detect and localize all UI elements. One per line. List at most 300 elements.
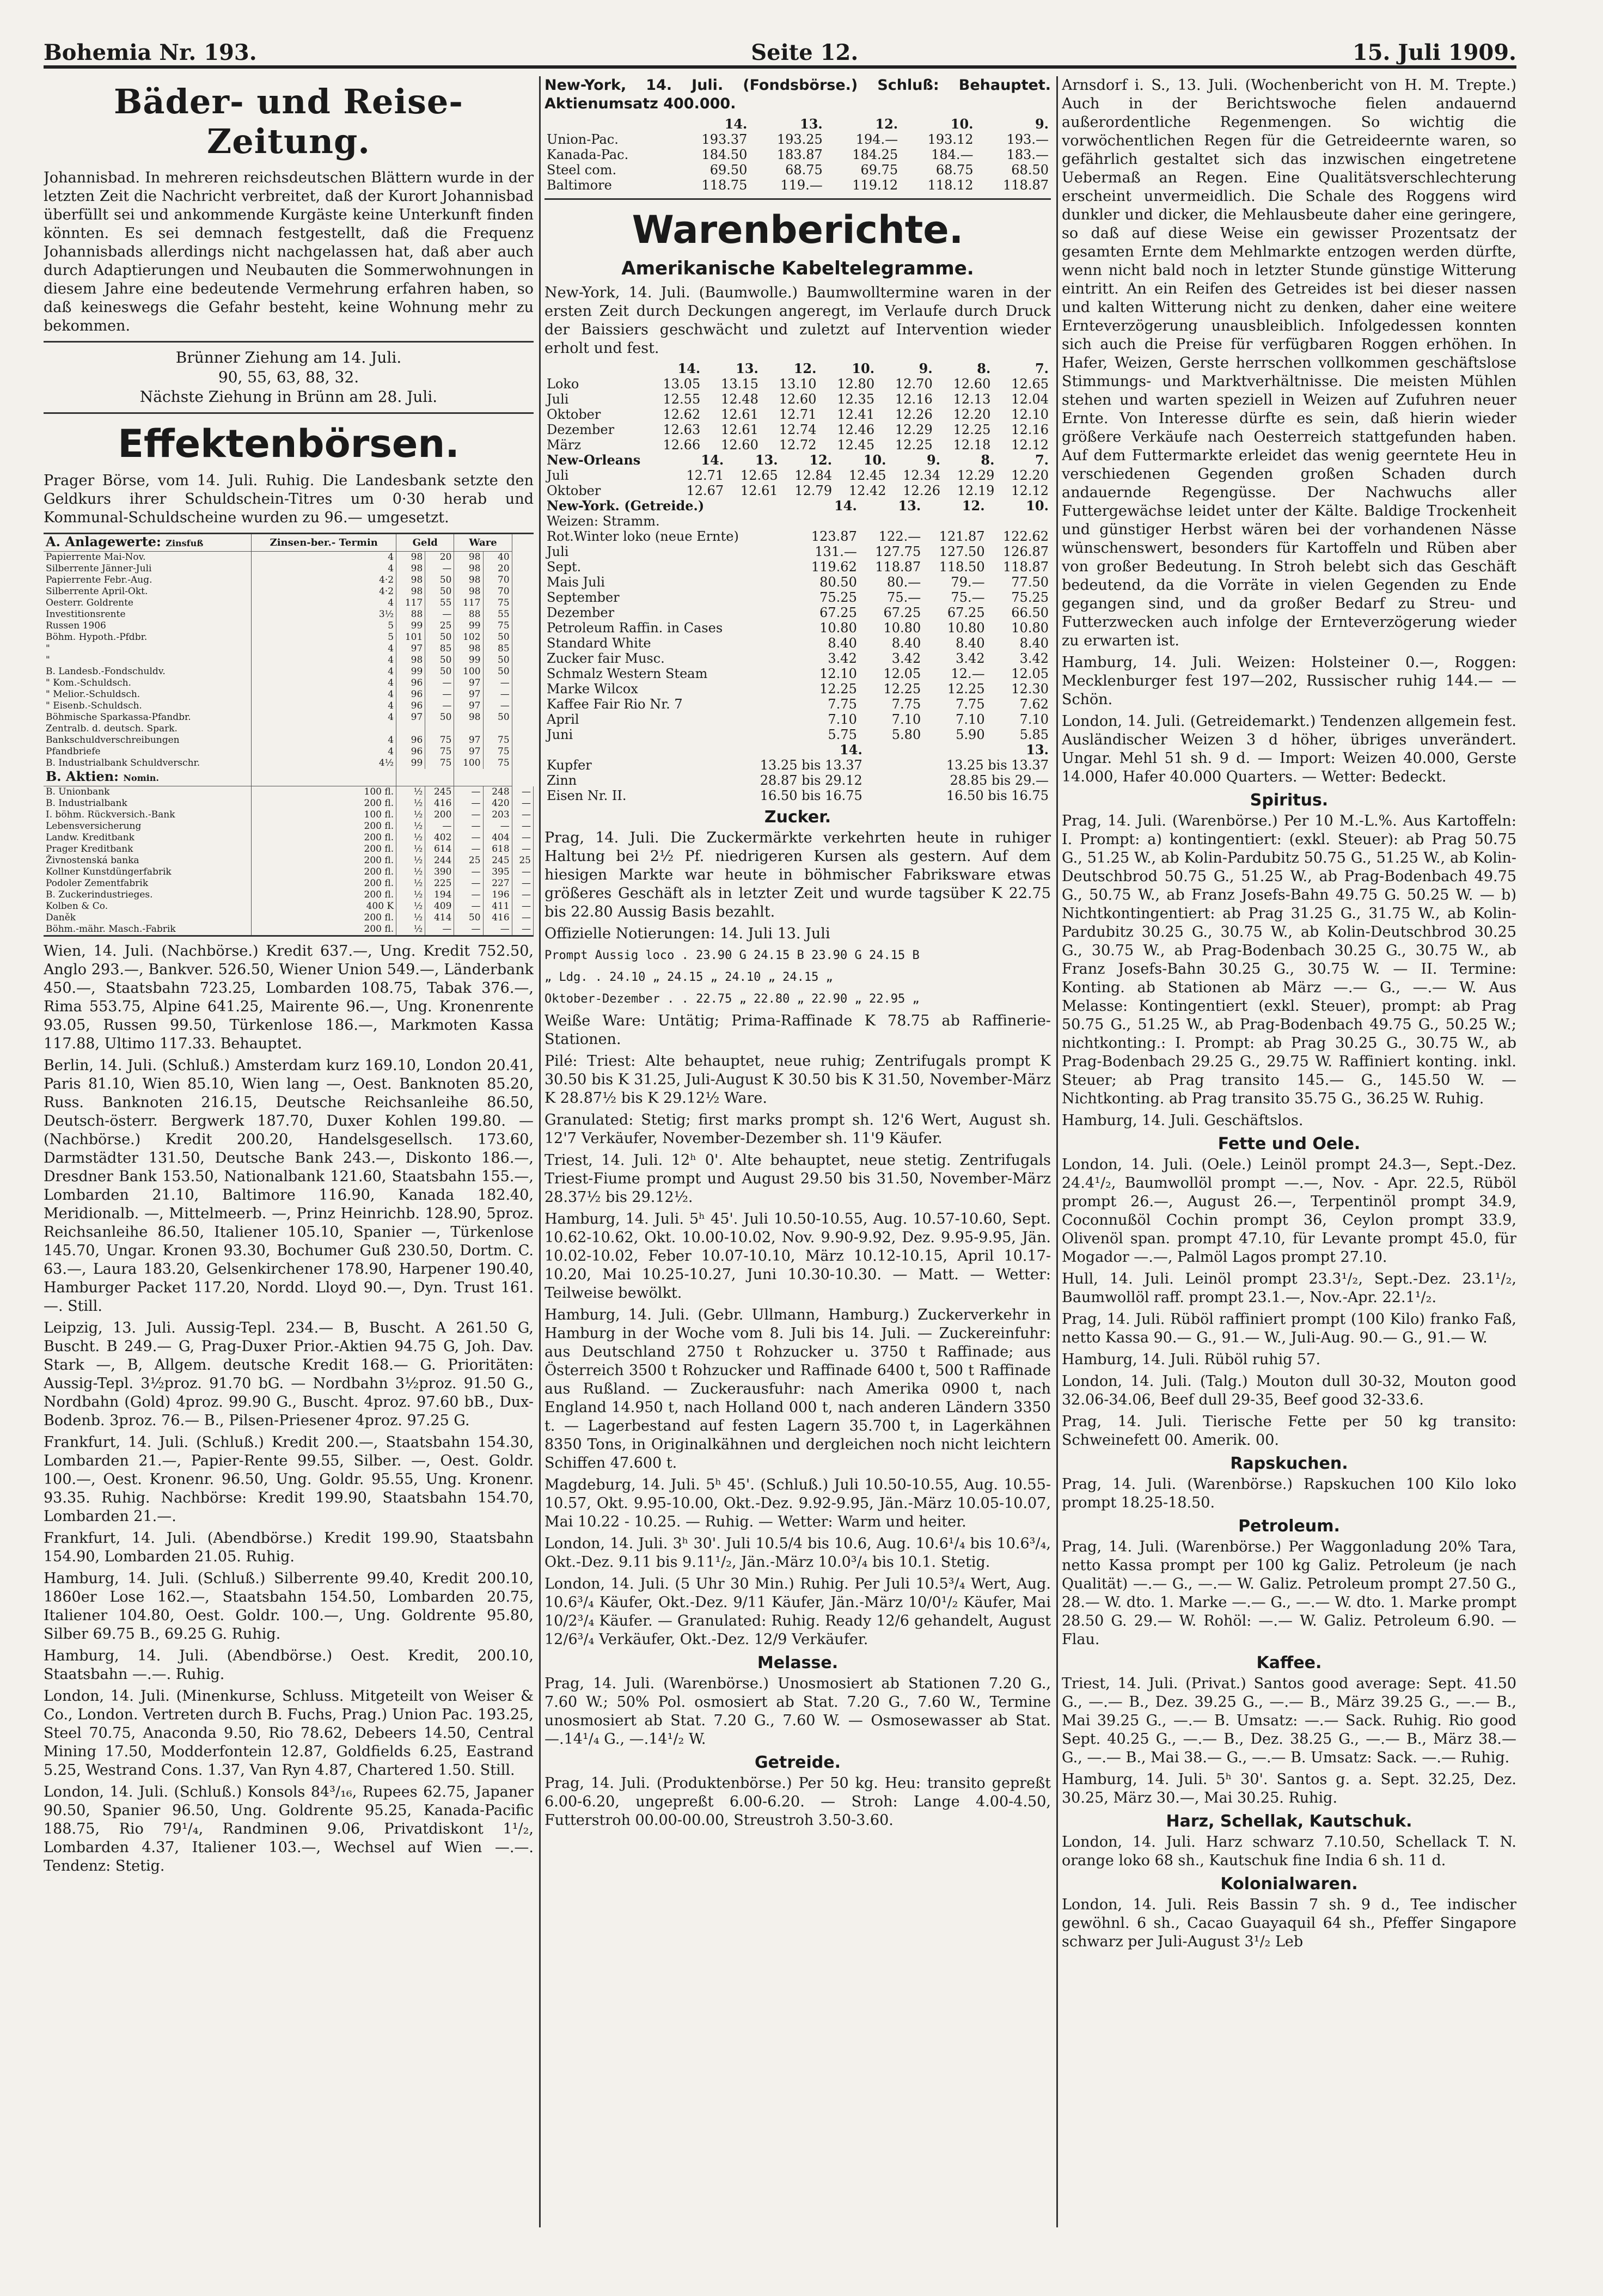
bond-cell: — <box>425 563 454 575</box>
table-row <box>544 727 1051 742</box>
table-row <box>544 132 1051 147</box>
bond-cell: — <box>483 924 512 936</box>
table-cell: 68.75 <box>935 162 974 178</box>
sugar-quote-line: Oktober-Dezember . . 22.75 „ 22.80 „ 22.90 „ 22.95 „ <box>544 992 920 1006</box>
bond-cell: 96 <box>396 700 425 712</box>
bond-cell: 98 <box>454 552 483 564</box>
table-header-cell: 13. <box>755 452 778 468</box>
table-cell: 28.87 bis 29.12 <box>760 773 862 788</box>
bond-row <box>44 586 534 597</box>
bond-row <box>44 689 534 700</box>
table-cell: 12.61 <box>721 407 758 422</box>
table-cell: Zinn <box>547 773 577 788</box>
bond-cell: — <box>512 889 533 901</box>
fats-hull: Hull, 14. Juli. Leinöl prompt 23.3¹/₂, Sept.-Dez. 23.1¹/₂, Baumwollöl raff. prompt 23.1.—, Nov.-Apr. 22.1¹/₂. <box>1062 1271 1516 1306</box>
petroleum-title: Petroleum. <box>1238 1517 1340 1536</box>
table-header-cell <box>865 742 872 758</box>
table-header-cell: 8. <box>977 361 991 376</box>
bond-cell: Papierrente Mai-Nov. <box>44 552 252 564</box>
table-cell: 13.10 <box>779 376 817 392</box>
table-header-cell: 7. <box>1035 452 1049 468</box>
table-cell: Zucker fair Musc. <box>547 651 665 666</box>
bond-cell: 194 <box>425 889 454 901</box>
resin-report: London, 14. Juli. Harz schwarz 7.10.50, Schellack T. N. orange loko 68 sh., Kautschuk fine India 6 sh. 11 d. <box>1062 1834 1516 1869</box>
bond-cell: 4 <box>252 700 396 712</box>
bond-cell: 414 <box>425 912 454 924</box>
fats-hamburg: Hamburg, 14. Juli. Rüböl ruhig 57. <box>1062 1351 1321 1368</box>
bond-cell: 98 <box>396 563 425 575</box>
bond-cell: B. Zuckerindustrieges. <box>44 889 252 901</box>
cotton-report: New-York, 14. Juli. (Baumwolle.) Baumwolltermine waren in der ersten Zeit durch Deckungen angeregt, im Verlaufe durch Druck der Baissiers geschwächt und zuletzt auf Intervention wieder erholt und fest. <box>544 284 1051 357</box>
bond-cell: I. böhm. Rückversich.-Bank <box>44 809 252 821</box>
table-cell <box>865 788 872 803</box>
table-header-cell: 12. <box>809 452 833 468</box>
bond-cell: — <box>454 878 483 889</box>
table-cell: 12.61 <box>740 483 778 498</box>
bond-row <box>44 844 534 855</box>
divider <box>44 341 534 343</box>
bond-cell: 20 <box>425 552 454 564</box>
table-cell: 12.45 <box>837 437 875 453</box>
bond-cell: 85 <box>425 643 454 655</box>
table-cell: 12.60 <box>779 392 817 407</box>
bond-row <box>44 855 534 866</box>
bond-cell: 55 <box>425 597 454 609</box>
bond-cell: — <box>425 677 454 689</box>
table-cell: 75.25 <box>819 590 857 605</box>
bond-cell: 75 <box>483 620 512 632</box>
table-cell <box>859 514 923 529</box>
table-cell: 12.25 <box>819 681 857 697</box>
table-cell: 12.29 <box>957 468 995 483</box>
bond-cell: — <box>512 798 533 809</box>
bond-cell: ½ <box>396 901 425 912</box>
table-cell: 183.— <box>1006 147 1049 162</box>
table-cell: Standard White <box>547 636 651 651</box>
bond-cell: 98 <box>396 575 425 586</box>
bond-cell: — <box>454 786 483 798</box>
table-cell: 12.45 <box>848 468 886 483</box>
sugar-report: Prag, 14. Juli. Die Zuckermärkte verkehrten heute in ruhiger Haltung bei 2½ Pf. niedrigeren Kursen als gestern. Auf dem hiesigen Markte war heute in böhmischer Fabriksware etwas größeres Geschäft als in letzter Zeit und wurde tagsüber K 22.75 bis 22.80 Aussig Basis bezahlt. <box>544 829 1051 920</box>
table-cell: 80.50 <box>819 575 857 590</box>
bond-cell: 25 <box>512 855 533 866</box>
table-cell: 69.50 <box>709 162 748 178</box>
table-cell: 118.87 <box>1003 559 1049 575</box>
hamburg-spirits: Hamburg, 14. Juli. Geschäftslos. <box>1062 1112 1304 1129</box>
table-row <box>544 178 1051 193</box>
table-cell: 12.29 <box>895 422 933 437</box>
table-cell: 12.84 <box>794 468 833 483</box>
table-header-cell: New-York. (Getreide.) <box>547 498 705 514</box>
bond-cell: B. Industrialbank <box>44 798 252 809</box>
sugar-white: Weiße Ware: Untätig; Prima-Raffinade K 78.75 ab Raffinerie-Stationen. <box>544 1012 1051 1048</box>
table-header-cell: New-Orleans <box>547 452 641 468</box>
table-cell: 12.25 <box>883 681 921 697</box>
bond-cell: 200 fl. <box>252 821 396 832</box>
grain-title: Getreide. <box>755 1753 841 1772</box>
bond-row <box>44 821 534 832</box>
table-row <box>544 529 1051 544</box>
table-row <box>544 636 1051 651</box>
bond-cell: 98 <box>454 712 483 723</box>
fats-prague: Prag, 14. Juli. Rüböl raffiniert prompt (100 Kilo) franko Faß, netto Kassa 90.— G., 91.— W., Juli-Aug. 90.— G., 91.— W. <box>1062 1311 1516 1346</box>
table-cell: 13.05 <box>663 376 701 392</box>
table-cell: September <box>547 590 620 605</box>
bond-cell: 4½ <box>252 758 396 769</box>
bond-cell: 225 <box>425 878 454 889</box>
bond-cell: — <box>454 809 483 821</box>
table-header-row <box>544 117 1051 132</box>
bond-cell: B. Industrialbank Schuldverschr. <box>44 758 252 769</box>
bond-row <box>44 643 534 655</box>
table-cell: 12.16 <box>895 392 933 407</box>
table-row <box>544 575 1051 590</box>
bond-cell: 402 <box>425 832 454 844</box>
bond-cell: 98 <box>454 643 483 655</box>
bond-cell: 75 <box>425 735 454 746</box>
sugar-pile: Pilé: Triest: Alte behauptet, neue ruhig; Zentrifugals prompt K 30.50 bis K 31.25, Juli-August K 30.50 bis K 31.50, November-März K 28.87½ bis K 29.12½ Ware. <box>544 1053 1051 1107</box>
table-cell: 12.67 <box>686 483 724 498</box>
table-cell: 3.42 <box>1019 651 1049 666</box>
bond-cell: — <box>454 798 483 809</box>
bond-cell: 100 fl. <box>252 786 396 798</box>
lottery-numbers: 90, 55, 63, 88, 32. <box>218 368 359 386</box>
table-cell: 193.37 <box>701 132 748 147</box>
bond-cell: 99 <box>454 620 483 632</box>
fats-london-tallow: London, 14. Juli. (Talg.) Mouton dull 30-32, Mouton good 32.06-34.06, Beef dull 29-35, Beef good 32-33.6. <box>1062 1373 1516 1408</box>
bond-row <box>44 878 534 889</box>
bond-row <box>44 620 534 632</box>
table-header-row <box>544 742 1051 758</box>
bond-cell <box>483 723 512 735</box>
bond-cell: 88 <box>454 609 483 620</box>
bond-cell: 100 fl. <box>252 809 396 821</box>
table-cell: 127.50 <box>939 544 985 559</box>
bond-cell: Kollner Kunstdüngerfabrik <box>44 866 252 878</box>
bond-cell: 227 <box>483 878 512 889</box>
molasses-title: Melasse. <box>757 1653 839 1672</box>
table-header-cell: 12. <box>793 361 817 376</box>
table-cell: 184.25 <box>852 147 898 162</box>
bond-cell: Böhm.-mähr. Masch.-Fabrik <box>44 924 252 936</box>
table-row <box>544 376 1051 392</box>
bond-cell: 4 <box>252 597 396 609</box>
bond-cell: 99 <box>454 655 483 666</box>
bond-cell: 200 <box>425 809 454 821</box>
table-row <box>544 620 1051 636</box>
table-cell: 12.79 <box>794 483 833 498</box>
bond-cell: 50 <box>425 712 454 723</box>
table-cell: 12.74 <box>779 422 817 437</box>
bond-cell: — <box>454 844 483 855</box>
commodity-section-title: Warenberichte. <box>632 207 964 252</box>
london-grain: London, 14. Juli. (Getreidemarkt.) Tendenzen allgemein fest. Ausländischer Weizen 3 d höher, übriges unverändert. Ungar. Mehl 51 sh. 9 d. — Import: Weizen 40.000, Gerste 14.000, Hafer 40.000 Quarters. — Wetter: Bedeckt. <box>1062 713 1516 785</box>
table-cell: 12.71 <box>779 407 817 422</box>
table-cell: 7.75 <box>956 697 985 712</box>
table-cell: 8.40 <box>891 636 921 651</box>
table-cell: 12.16 <box>1011 422 1049 437</box>
table-header-row <box>544 498 1051 514</box>
column-right <box>1062 76 1516 2233</box>
bond-cell: 416 <box>425 798 454 809</box>
table-cell: Weizen: Stramm. <box>547 514 660 529</box>
bond-cell: 200 fl. <box>252 878 396 889</box>
bond-cell: 97 <box>396 643 425 655</box>
frankfurt-evening-report: Frankfurt, 14. Juli. (Abendbörse.) Kredit 199.90, Staatsbahn 154.90, Lombarden 21.05. Ruhig. <box>44 1530 534 1565</box>
bond-cell: 5 <box>252 620 396 632</box>
bond-cell: 75 <box>483 597 512 609</box>
table-cell: 12.20 <box>1011 468 1049 483</box>
table-header-cell: 13. <box>1026 742 1049 758</box>
table-cell: 12.20 <box>953 407 991 422</box>
bond-cell: ½ <box>396 832 425 844</box>
table-cell: 7.62 <box>1019 697 1049 712</box>
bond-cell <box>425 723 454 735</box>
bond-cell: 97 <box>454 689 483 700</box>
table-cell: 75.25 <box>1011 590 1049 605</box>
bond-cell: 404 <box>483 832 512 844</box>
bond-row <box>44 746 534 758</box>
new-orleans-table <box>544 453 1051 498</box>
table-cell: 12.18 <box>953 437 991 453</box>
table-row <box>544 162 1051 178</box>
bond-cell: 85 <box>483 643 512 655</box>
table-cell: 67.25 <box>947 605 985 620</box>
bond-cell: ½ <box>396 786 425 798</box>
frankfurt-report: Frankfurt, 14. Juli. (Schluß.) Kredit 200.—, Staatsbahn 154.30, Lombarden 21.—, Papier-Rente 99.55, Silber. —, Oest. Goldr. 100.—, Oest. Kronenr. 96.50, Ung. Goldr. 95.55, Ung. Kronenr. 93.35. Ruhig. Nachbörse: Kredit 199.90, Staatsbahn 154.70, Lombarden 21.—. <box>44 1434 534 1525</box>
bond-cell: — <box>454 832 483 844</box>
table-cell: Juli <box>547 392 569 407</box>
table-cell: 10.80 <box>819 620 857 636</box>
sugar-quote-line: „ Ldg. . 24.10 „ 24.15 „ 24.10 „ 24.15 „ <box>544 970 833 984</box>
bond-cell: 196 <box>483 889 512 901</box>
bond-cell: 200 fl. <box>252 924 396 936</box>
bond-cell: Investitionsrente <box>44 609 252 620</box>
bond-row <box>44 809 534 821</box>
bond-cell: 96 <box>396 689 425 700</box>
table-cell: 8.40 <box>956 636 985 651</box>
table-cell: Oktober <box>547 483 601 498</box>
bond-cell <box>252 723 396 735</box>
bond-row <box>44 597 534 609</box>
bond-cell: Silberrente April-Okt. <box>44 586 252 597</box>
table-cell: 10.80 <box>883 620 921 636</box>
column-left <box>44 76 534 2233</box>
table-cell: Dezember <box>547 422 615 437</box>
bond-cell: 50 <box>425 575 454 586</box>
bond-cell: — <box>425 609 454 620</box>
table-header-cell: 10. <box>852 361 875 376</box>
table-cell: 131.— <box>815 544 857 559</box>
table-cell: 118.50 <box>939 559 985 575</box>
bond-cell: 50 <box>483 712 512 723</box>
table-cell: Union-Pac. <box>547 132 619 147</box>
table-row <box>544 773 1051 788</box>
table-cell: Loko <box>547 376 579 392</box>
bond-cell: — <box>483 700 512 712</box>
table-cell: 127.75 <box>875 544 921 559</box>
bond-cell: 4·2 <box>252 586 396 597</box>
table-header-cell: 9. <box>919 361 933 376</box>
table-cell: 69.75 <box>860 162 898 178</box>
table-cell: 3.42 <box>828 651 857 666</box>
table-cell: 7.75 <box>891 697 921 712</box>
table-header-cell: 9. <box>926 452 940 468</box>
table-cell: 66.50 <box>1011 605 1049 620</box>
bond-cell: 618 <box>483 844 512 855</box>
table-cell: 10.80 <box>1011 620 1049 636</box>
bond-cell: ½ <box>396 798 425 809</box>
table-cell: 12.05 <box>1011 666 1049 681</box>
bond-head-b: B. Aktien: Nomin. <box>44 769 252 786</box>
table-header-cell: 13. <box>800 116 823 132</box>
table-cell: 77.50 <box>1011 575 1049 590</box>
bond-cell: " Kom.-Schuldsch. <box>44 677 252 689</box>
bond-cell: — <box>454 924 483 936</box>
bond-rows-a <box>44 552 534 770</box>
bond-cell: Oesterr. Goldrente <box>44 597 252 609</box>
table-cell: 12.61 <box>721 422 758 437</box>
fats-prague-animal: Prag, 14. Juli. Tierische Fette per 50 kg transito: Schweinefett 00. Amerik. 00. <box>1062 1413 1516 1449</box>
page-header <box>44 22 1516 69</box>
sugar-trieste: Triest, 14. Juli. 12ʰ 0'. Alte behauptet, neue stetig. Zentrifugals Triest-Fiume prompt und August 29.50 bis 31.50, November-März 28.37½ bis 29.12½. <box>544 1152 1051 1206</box>
table-cell: 75.— <box>887 590 921 605</box>
bond-cell: ½ <box>396 844 425 855</box>
table-cell: 10.80 <box>947 620 985 636</box>
bond-cell: 50 <box>425 632 454 643</box>
bond-cell: 96 <box>396 735 425 746</box>
bond-cell: 416 <box>483 912 512 924</box>
table-header-cell: 12. <box>875 116 898 132</box>
spirits-title: Spiritus. <box>1250 791 1329 810</box>
bond-row <box>44 901 534 912</box>
table-cell: 3.42 <box>891 651 921 666</box>
bond-cell: Landw. Kreditbank <box>44 832 252 844</box>
bond-cell: Podoler Zementfabrik <box>44 878 252 889</box>
hamburg-evening-report: Hamburg, 14. Juli. (Abendbörse.) Oest. Kredit, 200.10, Staatsbahn —.—. Ruhig. <box>44 1647 534 1683</box>
bond-row <box>44 632 534 643</box>
cotton-table <box>544 361 1051 453</box>
table-cell <box>795 514 859 529</box>
bond-cell: — <box>454 821 483 832</box>
bond-cell: 400 K <box>252 901 396 912</box>
table-cell: 7.10 <box>891 712 921 727</box>
bond-cell: 409 <box>425 901 454 912</box>
bond-cell: — <box>512 924 533 936</box>
bond-row <box>44 712 534 723</box>
table-cell: 13.15 <box>721 376 758 392</box>
table-header-cell: 10. <box>863 452 886 468</box>
bond-cell: 101 <box>396 632 425 643</box>
bond-cell: Daněk <box>44 912 252 924</box>
table-cell: 12.35 <box>837 392 875 407</box>
bond-cell: 50 <box>483 655 512 666</box>
bond-row <box>44 832 534 844</box>
table-cell: 118.87 <box>875 559 921 575</box>
bond-cell: 75 <box>483 735 512 746</box>
table-cell: 7.75 <box>828 697 857 712</box>
sugar-hamburg-weekly: Hamburg, 14. Juli. (Gebr. Ullmann, Hamburg.) Zuckerverkehr in Hamburg in der Woche vom 8. Juli bis 14. Juli. — Zuckereinfuhr: aus Deutschland 2750 t Rohzucker u. 3750 t Raffinade; aus Österreich 3500 t Rohzucker und Raffinade 6400 t, 500 t Raffinade aus Rußland. — Zuckerausfuhr: nach Amerika 0900 t, nach England 14.950 t, nach Holland 000 t, nach anderen Ländern 3350 t. — Lagerbestand auf festen Lagern 35.700 t, in Lagerkähnen 8350 Tons, in Originalkähnen und dergleichen noch nicht leichtern Schiffen 47.600 t. <box>544 1306 1051 1471</box>
table-cell: 12.63 <box>663 422 701 437</box>
table-row <box>544 605 1051 620</box>
bond-cell: 88 <box>396 609 425 620</box>
leipzig-report: Leipzig, 13. Juli. Aussig-Tepl. 234.— B, Buscht. A 261.50 G, Buscht. B 249.— G, Prag-Duxer Prior.-Aktien 94.75 G, Joh. Dav. Stark —, B, Allgem. deutsche Kredit 168.— G. Prioritäten: Aussig-Tepl. 3½proz. 91.70 bG. — Nordbahn 3½proz. 91.50 G., Nordbahn (Gold) 4proz. 99.90 G., Buscht. 4proz. 97.60 bB., Dux-Bodenb. 3proz. 76.— B., Pilsen-Priesener 4proz. 97.25 G. <box>44 1320 534 1429</box>
table-row <box>544 422 1051 437</box>
bond-cell: — <box>512 821 533 832</box>
table-cell: 12.19 <box>957 483 995 498</box>
bond-cell: 97 <box>454 677 483 689</box>
table-row <box>544 559 1051 575</box>
bond-cell: — <box>483 821 512 832</box>
bond-cell: 5 <box>252 632 396 643</box>
table-cell: 13.25 bis 13.37 <box>760 758 862 773</box>
table-cell: 68.50 <box>1011 162 1049 178</box>
lottery-box <box>44 348 534 407</box>
bond-cell: Kolben & Co. <box>44 901 252 912</box>
bond-cell: 390 <box>425 866 454 878</box>
bond-head-a: A. Anlagewerte: Zinsfuß <box>44 534 252 552</box>
bond-cell: — <box>454 866 483 878</box>
table-cell: 67.25 <box>883 605 921 620</box>
metal-table <box>544 742 1051 803</box>
bond-row <box>44 655 534 666</box>
bond-row <box>44 924 534 936</box>
rapeseed-title: Rapskuchen. <box>1230 1454 1348 1473</box>
coffee-hamburg: Hamburg, 14. Juli. 5ʰ 30'. Santos g. a. Sept. 32.25, Dez. 30.25, März 30.—, Mai 30.25. Ruhig. <box>1062 1771 1516 1806</box>
bond-cell <box>396 723 425 735</box>
bond-cell: 200 fl. <box>252 912 396 924</box>
table-cell: 122.62 <box>1003 529 1049 544</box>
bond-row <box>44 609 534 620</box>
table-cell: 12.25 <box>895 437 933 453</box>
bond-cell: 75 <box>425 758 454 769</box>
table-cell: 119.— <box>780 178 823 193</box>
bond-cell: 200 fl. <box>252 844 396 855</box>
bond-cell: Zentralb. d. deutsch. Spark. <box>44 723 252 735</box>
table-cell: Steel com. <box>547 162 617 178</box>
bond-cell: 4 <box>252 735 396 746</box>
prague-bond-table <box>44 533 534 937</box>
table-cell: 3.42 <box>956 651 985 666</box>
table-cell: Baltimore <box>547 178 612 193</box>
bond-cell: 100 <box>454 758 483 769</box>
bond-rows-b <box>44 786 534 936</box>
table-cell: Marke Wilcox <box>547 681 638 697</box>
ny-stock-intro: New-York, 14. Juli. (Fondsbörse.) Schluß: Behauptet. Aktienumsatz 400.000. <box>544 77 1051 112</box>
bond-cell: 4 <box>252 746 396 758</box>
table-cell: 12.42 <box>848 483 886 498</box>
bond-cell: 248 <box>483 786 512 798</box>
bond-cell: 98 <box>396 552 425 564</box>
bond-row <box>44 666 534 677</box>
bond-cell: — <box>425 700 454 712</box>
table-cell: 118.87 <box>1003 178 1049 193</box>
table-header-cell: 14. <box>701 452 724 468</box>
bond-row <box>44 677 534 689</box>
bond-row <box>44 700 534 712</box>
table-row <box>544 681 1051 697</box>
table-row <box>544 651 1051 666</box>
bond-cell: 4 <box>252 643 396 655</box>
table-cell <box>865 773 872 788</box>
hamburg-report: Hamburg, 14. Juli. (Schluß.) Silberrente 99.40, Kredit 200.10, 1860er Lose 162.—, Staatsbahn 154.50, Lombarden 20.75, Italiener 104.80, Oest. Goldr. 100.—, Ung. Goldrente 95.80, Silber 69.75 B., 69.25 G. Ruhig. <box>44 1570 534 1642</box>
table-header-cell: 12. <box>962 498 985 514</box>
table-cell: 12.25 <box>953 422 991 437</box>
bond-cell: — <box>512 786 533 798</box>
bond-cell: 100 <box>454 666 483 677</box>
fats-title: Fette und Oele. <box>1217 1134 1361 1153</box>
bond-cell: ½ <box>396 855 425 866</box>
